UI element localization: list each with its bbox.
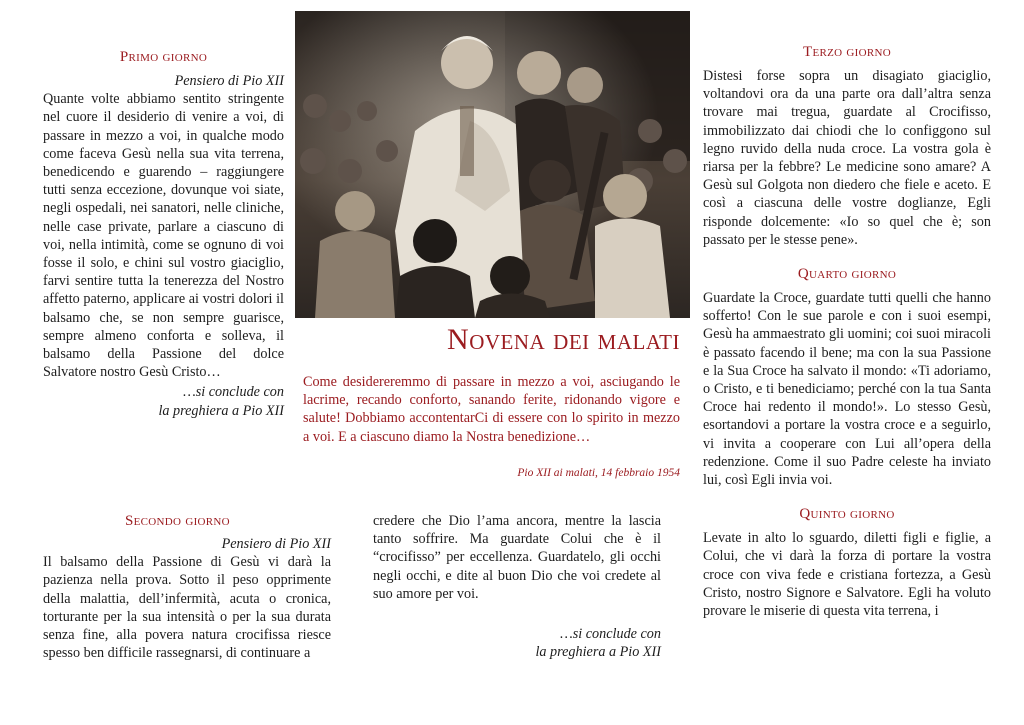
day1-author: Pensiero di Pio XII — [174, 73, 284, 89]
day2-text-part2: credere che Dio l’ama ancora, mentre la lascia tanto soffrire. Ma guardate Colui che è il “crocifisso” per eccellenza. Guardatelo, gli occhi negli occhi, e dite al buon Dio che voi credete al suo amore per voi. — [373, 513, 661, 602]
day1-closing-line1: …si conclude con — [183, 384, 284, 401]
day5-heading: Quinto giorno — [799, 506, 895, 523]
day2-closing-line2: la preghiera a Pio XII — [535, 644, 661, 661]
day1-heading: Primo giorno — [119, 49, 208, 65]
day3-heading: Terzo giorno — [802, 44, 891, 60]
day5-text: Levate in alto lo sguardo, diletti figli e figlie, a Colui, che vi darà la forza di portare la vostra croce con viva fede e cristiana fortezza, a Gesù Cristo, nostro Signore e Salvatore. Egli ha voluto provare le miserie di questa vita terrena, i — [703, 530, 991, 620]
day4-text: Guardate la Croce, guardate tutti quelli che hanno sofferto! Con le sue parole e con i suoi esempi, Gesù ha ammaestrato gli uomini; coi suoi miracoli è passato facendo il bene; ma con la sua Passione e la Sua Croce ha salvato il mondo: «Ti adoriamo, o Cristo, e ti benediciamo; perché con la tua Santa Croce hai redento il mondo!». Lo stesso Gesù, esortandovi a portare la vostra croce e a seguirlo, vi invita a cooperare con Lui all’opera della redenzione. Come il suo Padre celeste ha inviato lui, così Egli invia voi. — [703, 290, 991, 489]
day4-heading: Quarto giorno — [797, 266, 897, 283]
day2-closing-line1: …si conclude con — [560, 626, 661, 643]
intro-source: Pio XII ai malati, 14 febbraio 1954 — [517, 467, 680, 479]
day1-section — [43, 48, 284, 420]
right-column — [703, 43, 991, 620]
day3-text: Distesi forse sopra un disagiato giaciglio, voltandovi ora da una parte ora dall’altra senza trovare mai tregua, guardate al Crocifisso, immobilizzato dai chiodi che lo configgono sul legno ruvido della nuda croce. La vostra gola è riarsa per la febbre? Le medicine sono amare? A Gesù sul Golgota non diedero che fiele e aceto. E così a ciascuna delle vostre doglianze, Egli risponde dolcemente: «Io so quel che è; son passato per le stesse pene». — [703, 68, 991, 248]
day2-continuation — [373, 512, 661, 661]
day2-author: Pensiero di Pio XII — [221, 536, 331, 552]
day2-section — [43, 512, 331, 680]
day2-heading: Secondo giorno — [125, 513, 230, 529]
page-title: Novena dei malati — [447, 323, 680, 356]
day2-text-part1: Il balsamo della Passione di Gesù vi darà la pazienza nella prova. Sotto il peso opprimente della malattia, dell’infermità, acuta o cronica, torturante per la sua intensità o per la sua durata senza fine, alla povera natura crocifissa riesce spesso ben difficile rassegnarsi, di continuare a — [43, 554, 331, 662]
sepia-photo-icon — [295, 11, 690, 318]
day1-text: Quante volte abbiamo sentito stringente nel cuore il desiderio di venire a voi, di passare in mezzo a voi, in qualche modo come faceva Gesù nella sua vita terrena, benedicendo e guarendo – raggiungere tutti senza eccezione, dovunque voi siate, negli ospedali, nei sanatori, nelle cliniche, nelle case private, parlare a ciascuno di voi, nella intimità, come se ognuno di voi fosse il solo, e chini sul vostro giaciglio, farvi sentire tutta la tenerezza del Nostro affetto paterno, applicare ai vostri dolori il balsamo che, se non sempre guarisce, sempre almeno conforta e solleva, il balsamo della Passione del dolce Salvatore nostro Gesù Cristo… — [43, 91, 284, 381]
intro-quote: Come desidereremmo di passare in mezzo a voi, asciugando le lacrime, recando conforto, sanando ferite, ridonando vigore e salute! Dobbiamo accontentarCi di essere con lo spirito in mezzo a voi. E a ciascuno diamo la Nostra benedizione… — [303, 374, 680, 445]
day1-closing-line2: la preghiera a Pio XII — [158, 402, 284, 419]
pope-photo — [295, 11, 690, 318]
